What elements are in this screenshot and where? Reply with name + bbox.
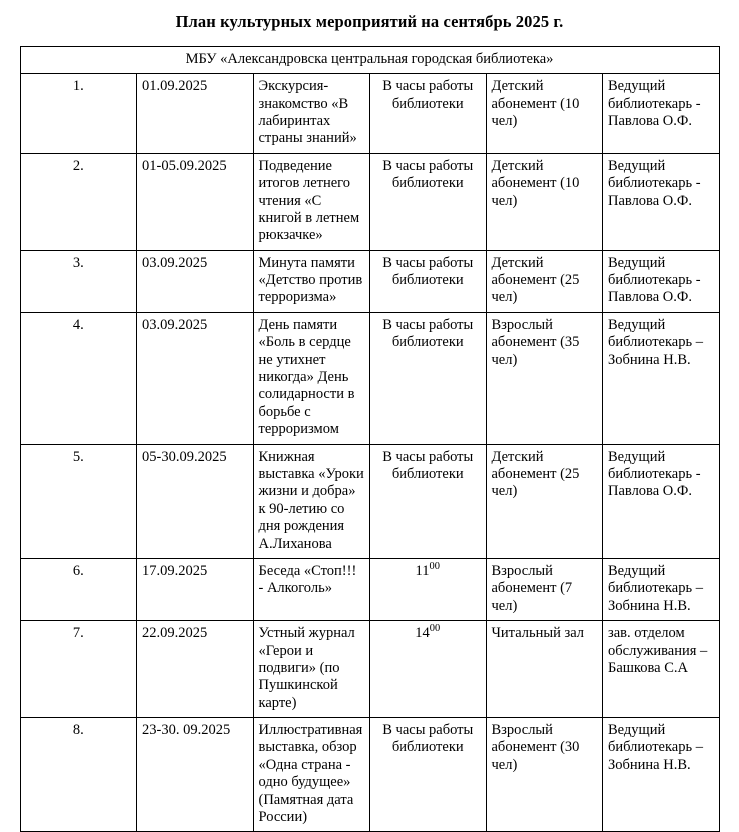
row-time-sup: 00 [429, 561, 440, 573]
row-date: 03.09.2025 [137, 250, 254, 312]
row-date: 22.09.2025 [137, 621, 254, 718]
row-time-main: В часы работы библиотеки [382, 157, 474, 192]
row-date: 01.09.2025 [137, 74, 254, 154]
row-time-main: В часы работы библиотеки [382, 78, 474, 112]
row-time-main: В часы работы библиотеки [382, 316, 474, 351]
row-number: 1. [20, 74, 137, 154]
row-place: Взрослый абонемент (30 чел) [486, 718, 603, 832]
row-event: День памяти «Боль в сердце не утихнет никогда» День солидарности в борьбе с терроризмом [253, 312, 370, 444]
row-time [370, 153, 487, 250]
row-date: 05-30.09.2025 [137, 444, 254, 558]
row-time [370, 444, 487, 558]
row-place: Читальный зал [486, 621, 603, 718]
row-number: 7. [20, 621, 137, 718]
table-row [20, 621, 719, 718]
row-person: зав. отделом обслуживания – Башкова С.А [603, 621, 720, 718]
row-person: Ведущий библиотекарь – Зобнина Н.В. [603, 558, 720, 620]
row-time [370, 250, 487, 312]
row-person: Ведущий библиотекарь – Зобнина Н.В. [603, 312, 720, 444]
table-row [20, 74, 719, 154]
row-time-main: 14 [415, 625, 430, 642]
events-table-body [20, 46, 719, 832]
row-number: 6. [20, 558, 137, 620]
row-number: 2. [20, 153, 137, 250]
table-row [20, 312, 719, 444]
row-date: 17.09.2025 [137, 558, 254, 620]
row-date: 23-30. 09.2025 [137, 718, 254, 832]
table-row [20, 444, 719, 558]
row-event: Иллюстративная выставка, обзор «Одна страна - одно будущее» (Памятная дата России) [253, 718, 370, 832]
organization-row [20, 46, 719, 73]
row-event: Подведение итогов летнего чтения «С книгой в летнем рюкзачке» [253, 153, 370, 250]
row-time-main: В часы работы библиотеки [382, 448, 474, 482]
row-event: Беседа «Стоп!!! - Алкоголь» [253, 558, 370, 620]
row-place: Детский абонемент (10 чел) [486, 74, 603, 154]
row-place: Детский абонемент (25 чел) [486, 250, 603, 312]
row-time-sup: 00 [429, 623, 441, 635]
row-place: Взрослый абонемент (7 чел) [486, 558, 603, 620]
row-person: Ведущий библиотекарь – Зобнина Н.В. [603, 718, 720, 832]
table-row [20, 718, 719, 832]
row-time [370, 312, 487, 444]
row-place: Детский абонемент (25 чел) [486, 444, 603, 558]
row-place: Детский абонемент (10 чел) [486, 153, 603, 250]
row-time [370, 621, 487, 718]
row-person: Ведущий библиотекарь - Павлова О.Ф. [603, 153, 720, 250]
row-event: Книжная выставка «Уроки жизни и добра» к 90-летию со дня рождения А.Лиханова [253, 444, 370, 558]
row-time [370, 74, 487, 154]
row-time [370, 718, 487, 832]
row-person: Ведущий библиотекарь - Павлова О.Ф. [603, 444, 720, 558]
row-event: Устный журнал «Герои и подвиги» (по Пушкинской карте) [253, 621, 370, 718]
row-place: Взрослый абонемент (35 чел) [486, 312, 603, 444]
events-table [20, 46, 720, 832]
row-event: Минута памяти «Детство против терроризма» [253, 250, 370, 312]
row-time-main: В часы работы библиотеки [382, 722, 474, 756]
table-row [20, 153, 719, 250]
row-time-main: В часы работы библиотеки [382, 254, 474, 289]
table-row [20, 250, 719, 312]
row-date: 01-05.09.2025 [137, 153, 254, 250]
row-person: Ведущий библиотекарь - Павлова О.Ф. [603, 250, 720, 312]
row-number: 3. [20, 250, 137, 312]
row-number: 4. [20, 312, 137, 444]
row-number: 5. [20, 444, 137, 558]
row-person: Ведущий библиотекарь - Павлова О.Ф. [603, 74, 720, 154]
row-number: 8. [20, 718, 137, 832]
row-date: 03.09.2025 [137, 312, 254, 444]
row-time [370, 558, 487, 620]
row-event: Экскурсия-знакомство «В лабиринтах страны знаний» [253, 74, 370, 154]
organization-name: МБУ «Александровска центральная городская библиотека» [20, 46, 719, 73]
row-time-main: 11 [415, 562, 430, 579]
document-page [0, 12, 739, 826]
table-row [20, 558, 719, 620]
page-title: План культурных мероприятий на сентябрь 2025 г. [175, 12, 564, 31]
